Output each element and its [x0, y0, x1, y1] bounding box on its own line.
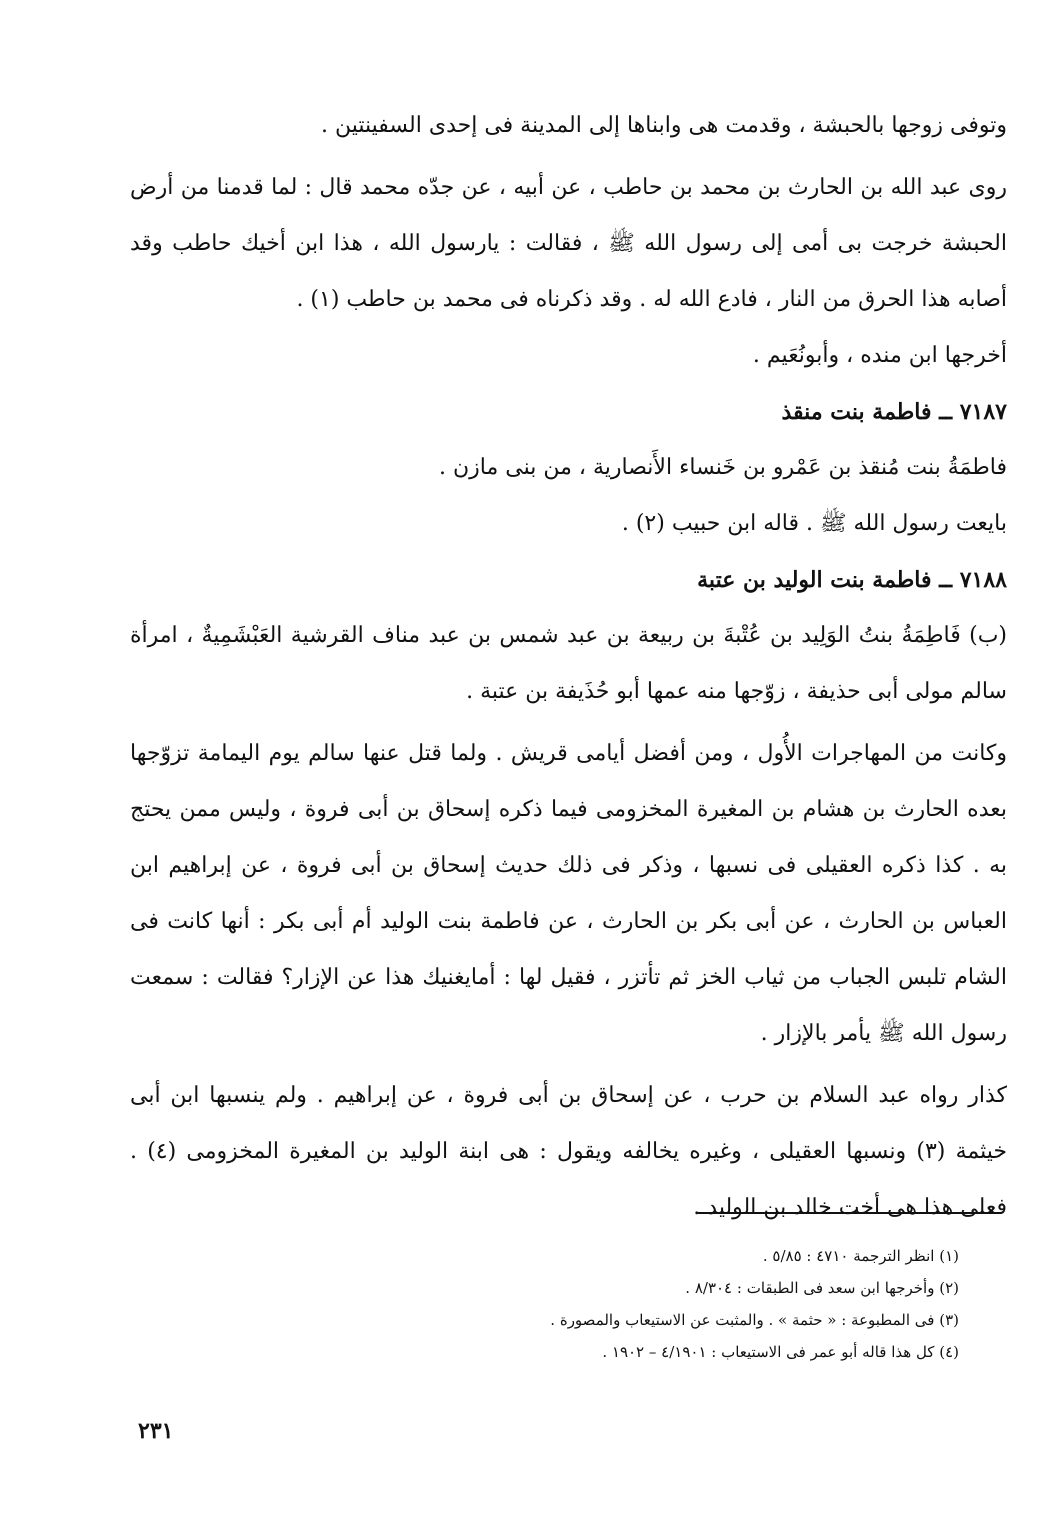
main-text	[130, 98, 1007, 1236]
footnotes	[359, 1240, 959, 1368]
footnote-divider	[698, 1212, 998, 1214]
page-number: ٢٣١	[138, 1418, 174, 1444]
paragraph-1: وتوفى زوجها بالحبشة ، وقدمت هى وابناها إلى المدينة فى إحدى السفينتين .	[321, 113, 1007, 138]
paragraph-7: وكانت من المهاجرات الأُول ، ومن أفضل أيامى قريش . ولما قتل عنها سالم يوم اليمامة تزوّجها بعده الحارث بن هشام بن المغيرة المخزومى فيما ذكره إسحاق بن أبى فروة ، وليس ممن يحتج به . كذا ذكره العقيلى فى نسبها ، وذكر فى ذلك حديث إسحاق بن أبى فروة ، عن إبراهيم ابن العباس بن الحارث ، عن أبى بكر بن الحارث ، عن فاطمة بنت الوليد أم أبى بكر : أنها كانت فى الشام تلبس الجباب من ثياب الخز ثم تأتزر ، فقيل لها : أمايغنيك هذا عن الإزار؟ فقالت : سمعت رسول الله ﷺ يأمر بالإزار .	[130, 741, 1007, 1046]
footnote-3: (٣) فى المطبوعة : « حثمة » . والمثبت عن الاستيعاب والمصورة .	[550, 1311, 959, 1329]
paragraph-2: روى عبد الله بن الحارث بن محمد بن حاطب ، عن أبيه ، عن جدّه محمد قال : لما قدمنا من أرض الحبشة خرجت بى أمى إلى رسول الله ﷺ ، فقالت : يارسول الله ، هذا ابن أخيك حاطب وقد أصابه هذا الحرق من النار ، فادع الله له . وقد ذكرناه فى محمد بن حاطب (١) .	[130, 175, 1007, 312]
paragraph-5: بايعت رسول الله ﷺ . قاله ابن حبيب (٢) .	[621, 511, 1007, 536]
entry-heading-7188: ٧١٨٨ ــ فاطمة بنت الوليد بن عتبة	[697, 567, 1007, 593]
paragraph-8: كذار رواه عبد السلام بن حرب ، عن إسحاق بن أبى فروة ، عن إبراهيم . ولم ينسبها ابن أبى خيثمة (٣) ونسبها العقيلى ، وغيره يخالفه ويقول : هى ابنة الوليد بن المغيرة المخزومى (٤) . فعلى هذا هى أخت خالد بن الوليد .	[130, 1083, 1007, 1220]
footnote-2: (٢) وأخرجها ابن سعد فى الطبقات : ٨/٣٠٤ .	[685, 1279, 959, 1297]
footnote-4: (٤) كل هذا قاله أبو عمر فى الاستيعاب : ٤/١٩٠١ – ١٩٠٢ .	[602, 1343, 959, 1361]
paragraph-4: فاطمَةُ بنت مُنقذ بن عَمْرو بن خَنساء الأَنصارية ، من بنى مازن .	[439, 455, 1007, 480]
footnote-1: (١) انظر الترجمة ٤٧١٠ : ٥/٨٥ .	[762, 1247, 959, 1265]
paragraph-3: أخرجها ابن منده ، وأبونُعَيم .	[752, 343, 1007, 368]
paragraph-6: (ب) فَاطِمَةُ بنتُ الوَلِيد بن عُتْبةَ بن ربيعة بن عبد شمس بن عبد مناف القرشية العَبْشَمِيةٌ ، امرأة سالم مولى أبى حذيفة ، زوّجها منه عمها أبو حُذَيفة بن عتبة .	[130, 623, 1007, 704]
entry-heading-7187: ٧١٨٧ ــ فاطمة بنت منقذ	[781, 399, 1007, 425]
